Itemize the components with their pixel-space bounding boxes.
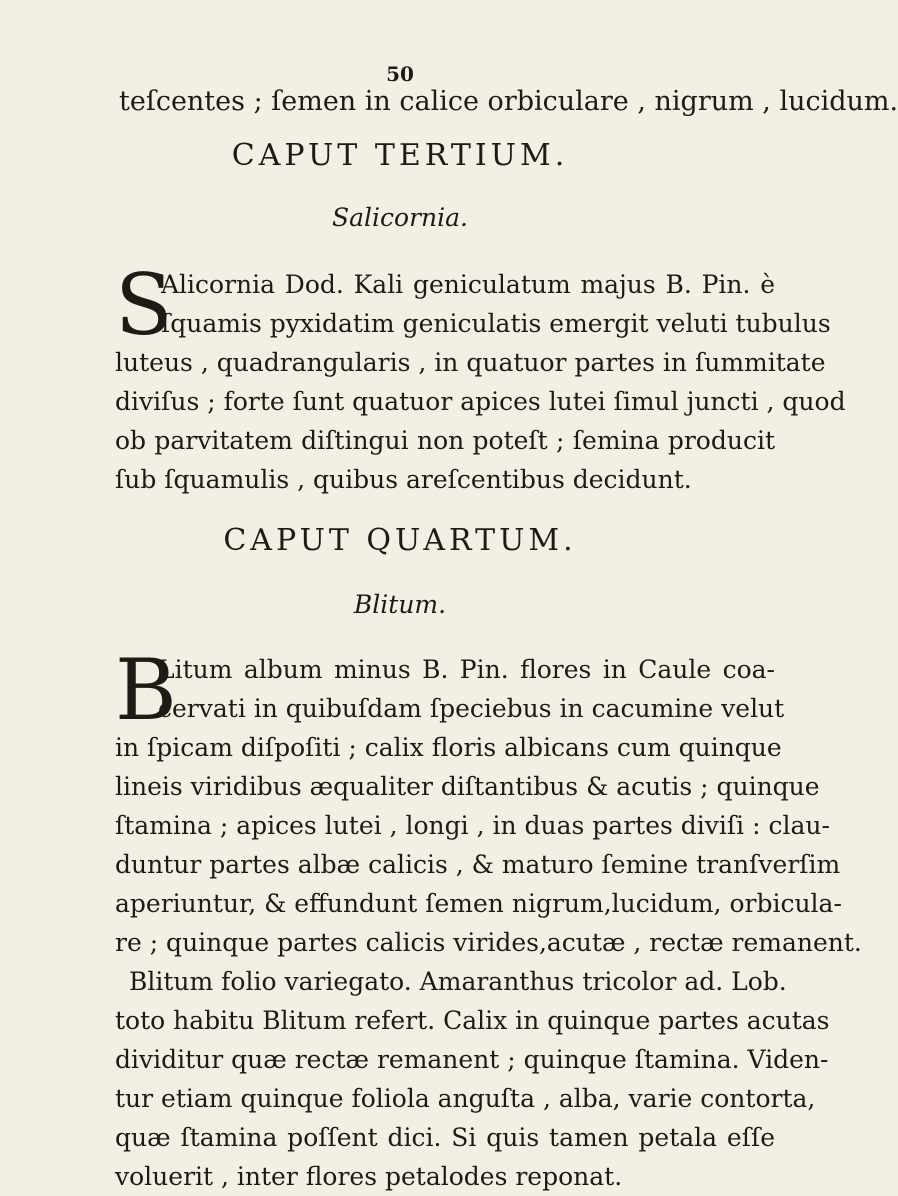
- continued-text-line: teſcentes ; ſemen in calice orbiculare , nigrum , lucidum.: [119, 86, 898, 117]
- text-line: lineis viridibus æqualiter diſtantibus & acutis ; quinque: [115, 772, 820, 801]
- section-subheading-salicornia: Salicornia.: [332, 203, 468, 232]
- text-line: Blitum folio variegato. Amaranthus tricolor ad. Lob.: [129, 967, 787, 996]
- paragraph-salicornia: [115, 256, 846, 499]
- text-line: aperiuntur, & effundunt ſemen nigrum,lucidum, orbicula-: [115, 889, 842, 918]
- text-line: ſub ſquamulis , quibus areſcentibus decidunt.: [115, 465, 692, 494]
- text-line: diviſus ; forte ſunt quatuor apices lutei ſimul juncti , quod: [115, 387, 846, 416]
- text-line: re ; quinque partes calicis virides,acutæ , rectæ remanent.: [115, 928, 862, 957]
- drop-cap: S: [115, 256, 173, 354]
- text-line: in ſpicam diſpoſiti ; calix floris albicans cum quinque: [115, 733, 782, 762]
- text-line: ob parvitatem diſtingui non poteſt ; ſemina producit: [115, 426, 775, 455]
- page-number: 50: [386, 62, 414, 86]
- chapter-heading-tertium: CAPUT TERTIUM.: [231, 138, 569, 173]
- text-line: duntur partes albæ calicis , & maturo ſemine tranſverſim: [115, 850, 841, 879]
- paragraph-blitum: [115, 641, 862, 1196]
- text-line: quæ ſtamina poſſent dici. Si quis tamen petala eſſe: [115, 1123, 775, 1152]
- text-line: toto habitu Blitum refert. Calix in quinque partes acutas: [115, 1006, 830, 1035]
- text-line: dividitur quæ rectæ remanent ; quinque ſtamina. Viden-: [115, 1045, 829, 1074]
- text-line: ſquamis pyxidatim geniculatis emergit veluti tubulus: [161, 309, 831, 338]
- text-line: ſtamina ; apices lutei , longi , in duas partes diviſi : clau-: [115, 811, 830, 840]
- text-line: cervati in quibuſdam ſpeciebus in cacumine velut: [158, 694, 785, 723]
- text-line: luteus , quadrangularis , in quatuor partes in ſummitate: [115, 348, 826, 377]
- chapter-heading-quartum: CAPUT QUARTUM.: [223, 523, 577, 558]
- text-line: tur etiam quinque foliola anguſta , alba, varie contorta,: [115, 1084, 816, 1113]
- text-line: voluerit , inter flores petalodes reponat.: [115, 1162, 623, 1191]
- text-line: Alicornia Dod. Kali geniculatum majus B. Pin. è: [161, 270, 775, 299]
- section-subheading-blitum: Blitum.: [353, 590, 447, 619]
- text-line: Litum album minus B. Pin. flores in Caule coa-: [158, 655, 775, 684]
- drop-cap: B: [115, 641, 177, 739]
